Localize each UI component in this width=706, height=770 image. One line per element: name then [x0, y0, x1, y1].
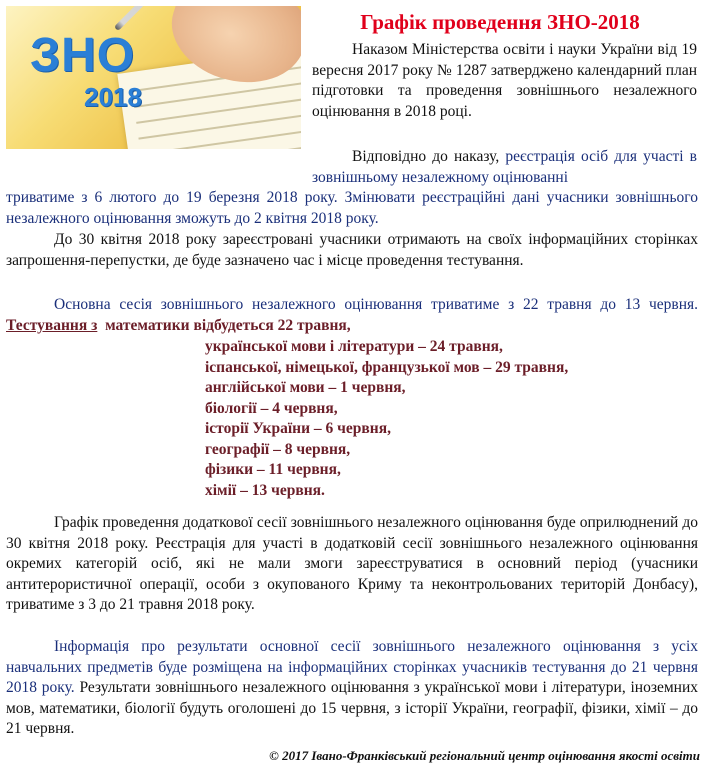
paragraph-registration-cont: триватиме з 6 лютого до 19 березня 2018 року. Змінювати реєстраційні дані учасники зовнішнього незалежного оцінювання зможуть до 2 квітня 2018 року.: [6, 189, 698, 227]
paragraph-order: Наказом Міністерства освіти і науки України від 19 вересня 2017 року № 1287 затверджено календарний план підготовки та проведення зовнішнього незалежного оцінювання в 2018 році.: [312, 41, 697, 120]
schedule-item: історії України – 6 червня,: [205, 420, 391, 437]
paragraph-results: [6, 637, 698, 740]
schedule-item: англійської мови – 1 червня,: [205, 379, 406, 396]
schedule-item: української мови і літератури – 24 травня,: [205, 338, 503, 355]
exam-schedule-list: [205, 337, 685, 501]
registration-highlight: реєстрація осіб для участі в зовнішньому незалежному оцінюванні: [312, 148, 697, 186]
logo-text-year: 2018: [84, 82, 142, 112]
paragraph-main-session: [6, 295, 698, 336]
paragraph-passes: До 30 квітня 2018 року зареєстровані учасники отримають на своїх інформаційних сторінках запрошення-перепустки, де буде зазначено час і місце проведення тестування.: [6, 231, 698, 269]
logo-text-zno: ЗНО: [30, 29, 136, 82]
schedule-item: іспанської, німецької, французької мов – 29 травня,: [205, 358, 569, 376]
page-title: Графік проведення ЗНО-2018: [360, 10, 640, 34]
results-text: Результати зовнішнього незалежного оцінювання з української мови і літератури, іноземних мов, математики, біології будуть оголошені до 15 червня, з історії України, географії, фізики, хімії – до 21 червня.: [6, 679, 699, 737]
schedule-item: хімії – 13 червня.: [205, 481, 325, 499]
schedule-item: фізики – 11 червня,: [205, 461, 341, 478]
schedule-item-math: математики відбудеться 22 травня,: [105, 316, 351, 334]
schedule-item: географії – 8 червня,: [205, 440, 351, 458]
zno-2018-logo-image: [6, 6, 301, 149]
paragraph-registration: [312, 147, 697, 188]
copyright-footer: © 2017 Івано-Франківський регіональний центр оцінювання якості освіти: [269, 748, 700, 763]
registration-lead: Відповідно до наказу,: [352, 148, 506, 165]
paragraph-additional-session: Графік проведення додаткової сесії зовнішнього незалежного оцінювання буде оприлюднений до 30 квітня 2018 року. Реєстрація для участі в додатковій сесії зовнішнього незалежного оцінювання окремих категорій осіб, які не мали змоги зареєструватися в основний період (учасники антитерористичної операції, особи з окупованого Криму та неконтрольованих територій Донбасу), триватиме з 3 до 21 травня 2018 року.: [6, 514, 698, 613]
testing-label: Тестування з: [6, 316, 98, 334]
schedule-item: біології – 4 червня,: [205, 399, 338, 417]
results-highlight: Інформація про результати основної сесії зовнішнього незалежного оцінювання з усіх навчальних предметів буде розміщена на інформаційних сторінках учасників тестування до 21 червня 2018 року.: [6, 638, 698, 696]
main-session-text: Основна сесія зовнішнього незалежного оцінювання триватиме з 22 травня до 13 червня.: [54, 296, 698, 313]
